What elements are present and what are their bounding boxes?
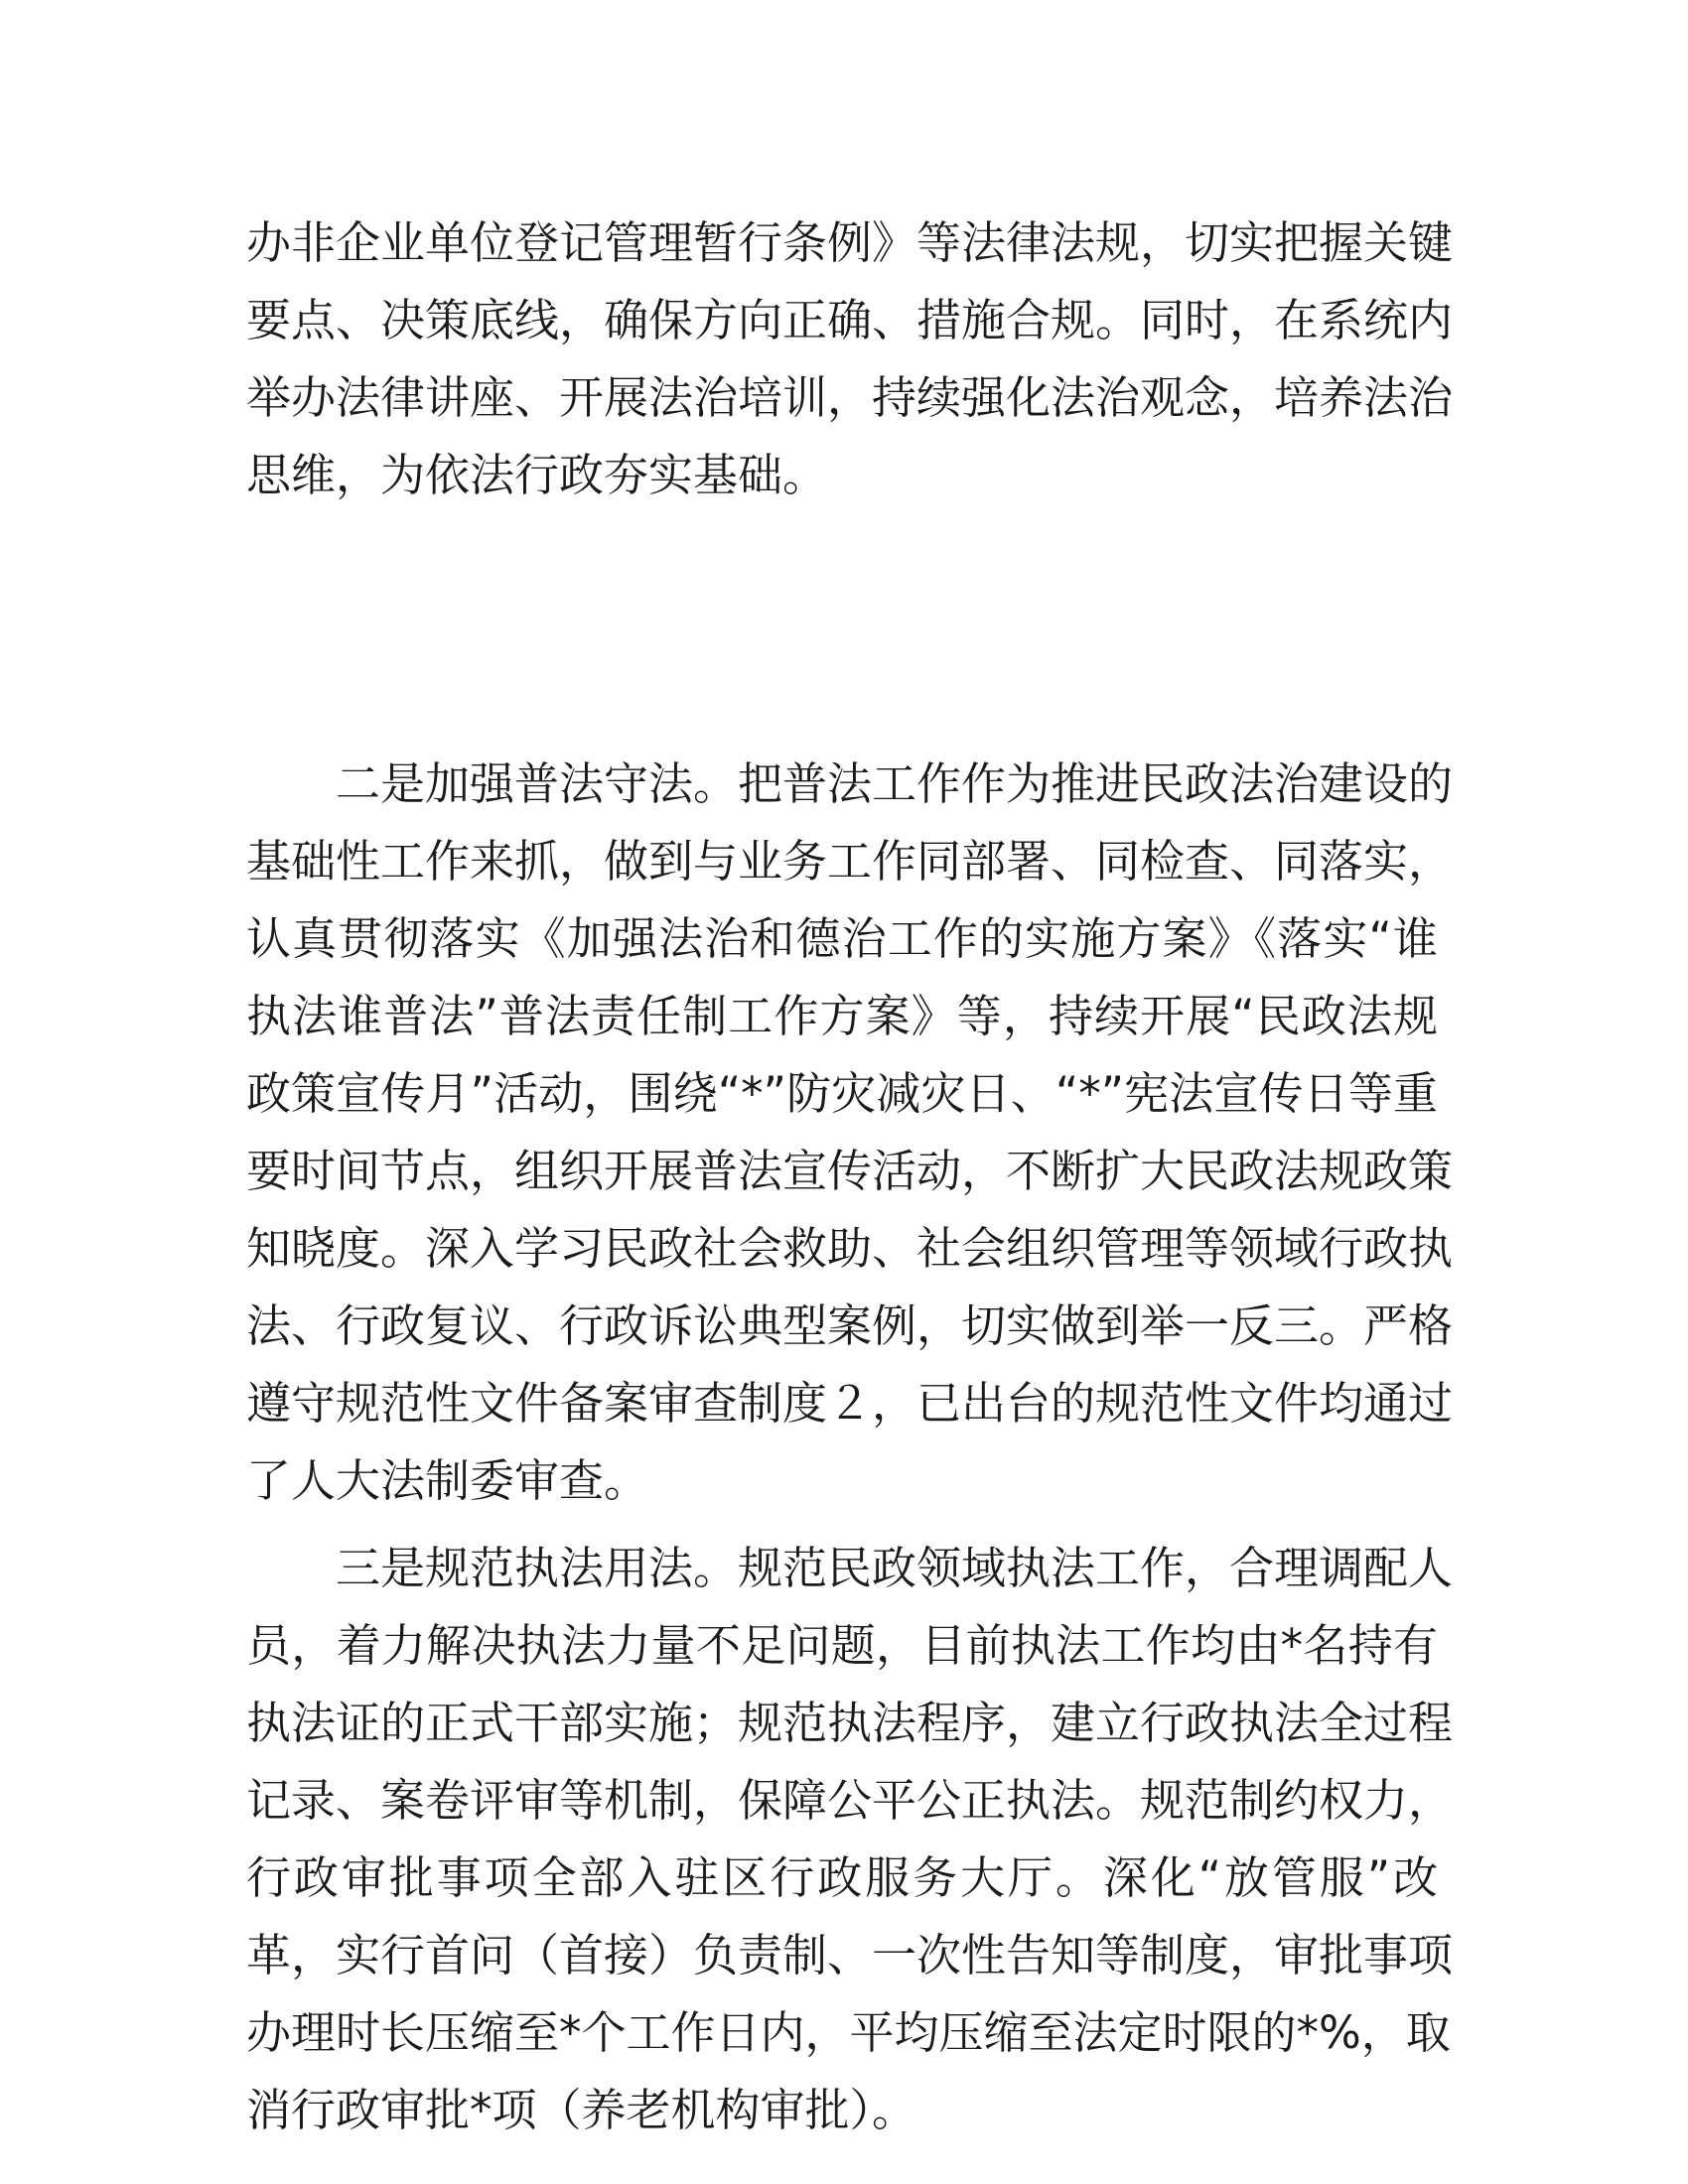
paragraph-3: [246, 1530, 1454, 2149]
text-line: 认真贯彻落实《加强法治和德治工作的实施方案》《落实“谁: [246, 912, 1438, 965]
text-line: 了人大法制委审查。: [246, 1454, 649, 1507]
text-line: 办非企业单位登记管理暂行条例》等法律法规，切实把握关键: [246, 216, 1454, 269]
text-line: 遵守规范性文件备案审查制度２，已出台的规范性文件均通过: [246, 1377, 1454, 1430]
text-line: 二是加强普法守法。把普法工作作为推进民政法治建设的: [336, 757, 1454, 810]
text-line: 举办法律讲座、开展法治培训，持续强化法治观念，培养法治: [246, 371, 1454, 424]
paragraph-1: [246, 205, 1454, 514]
text-line: 行政审批事项全部入驻区行政服务大厅。深化“放管服”改: [246, 1851, 1438, 1904]
text-line: 三是规范执法用法。规范民政领域执法工作，合理调配人: [336, 1542, 1454, 1594]
text-line: 法、行政复议、行政诉讼典型案例，切实做到举一反三。严格: [246, 1299, 1454, 1352]
text-line: 员，着力解决执法力量不足问题，目前执法工作均由*名持有: [246, 1619, 1438, 1672]
text-line: 知晓度。深入学习民政社会救助、社会组织管理等领域行政执: [246, 1222, 1454, 1275]
text-line: 消行政审批*项（养老机构审批）。: [246, 2084, 917, 2136]
text-line: 基础性工作来抓，做到与业务工作同部署、同检查、同落实，: [246, 835, 1454, 887]
text-line: 思维，为依法行政夯实基础。: [246, 449, 828, 501]
paragraph-2: [246, 746, 1454, 1520]
text-line: 政策宣传月”活动，围绕“*”防灾减灾日、“*”宪法宣传日等重: [246, 1067, 1438, 1120]
text-line: 革，实行首问（首接）负责制、一次性告知等制度，审批事项: [246, 1929, 1454, 1981]
text-line: 要点、决策底线，确保方向正确、措施合规。同时，在系统内: [246, 294, 1454, 346]
text-line: 执法谁普法”普法责任制工作方案》等，持续开展“民政法规: [246, 990, 1438, 1042]
text-line: 要时间节点，组织开展普法宣传活动，不断扩大民政法规政策: [246, 1145, 1454, 1197]
text-line: 记录、案卷评审等机制，保障公平公正执法。规范制约权力，: [246, 1774, 1454, 1827]
text-line: 执法证的正式干部实施；规范执法程序，建立行政执法全过程: [246, 1697, 1454, 1749]
text-line: 办理时长压缩至*个工作日内，平均压缩至法定时限的*%，取: [246, 2006, 1451, 2059]
